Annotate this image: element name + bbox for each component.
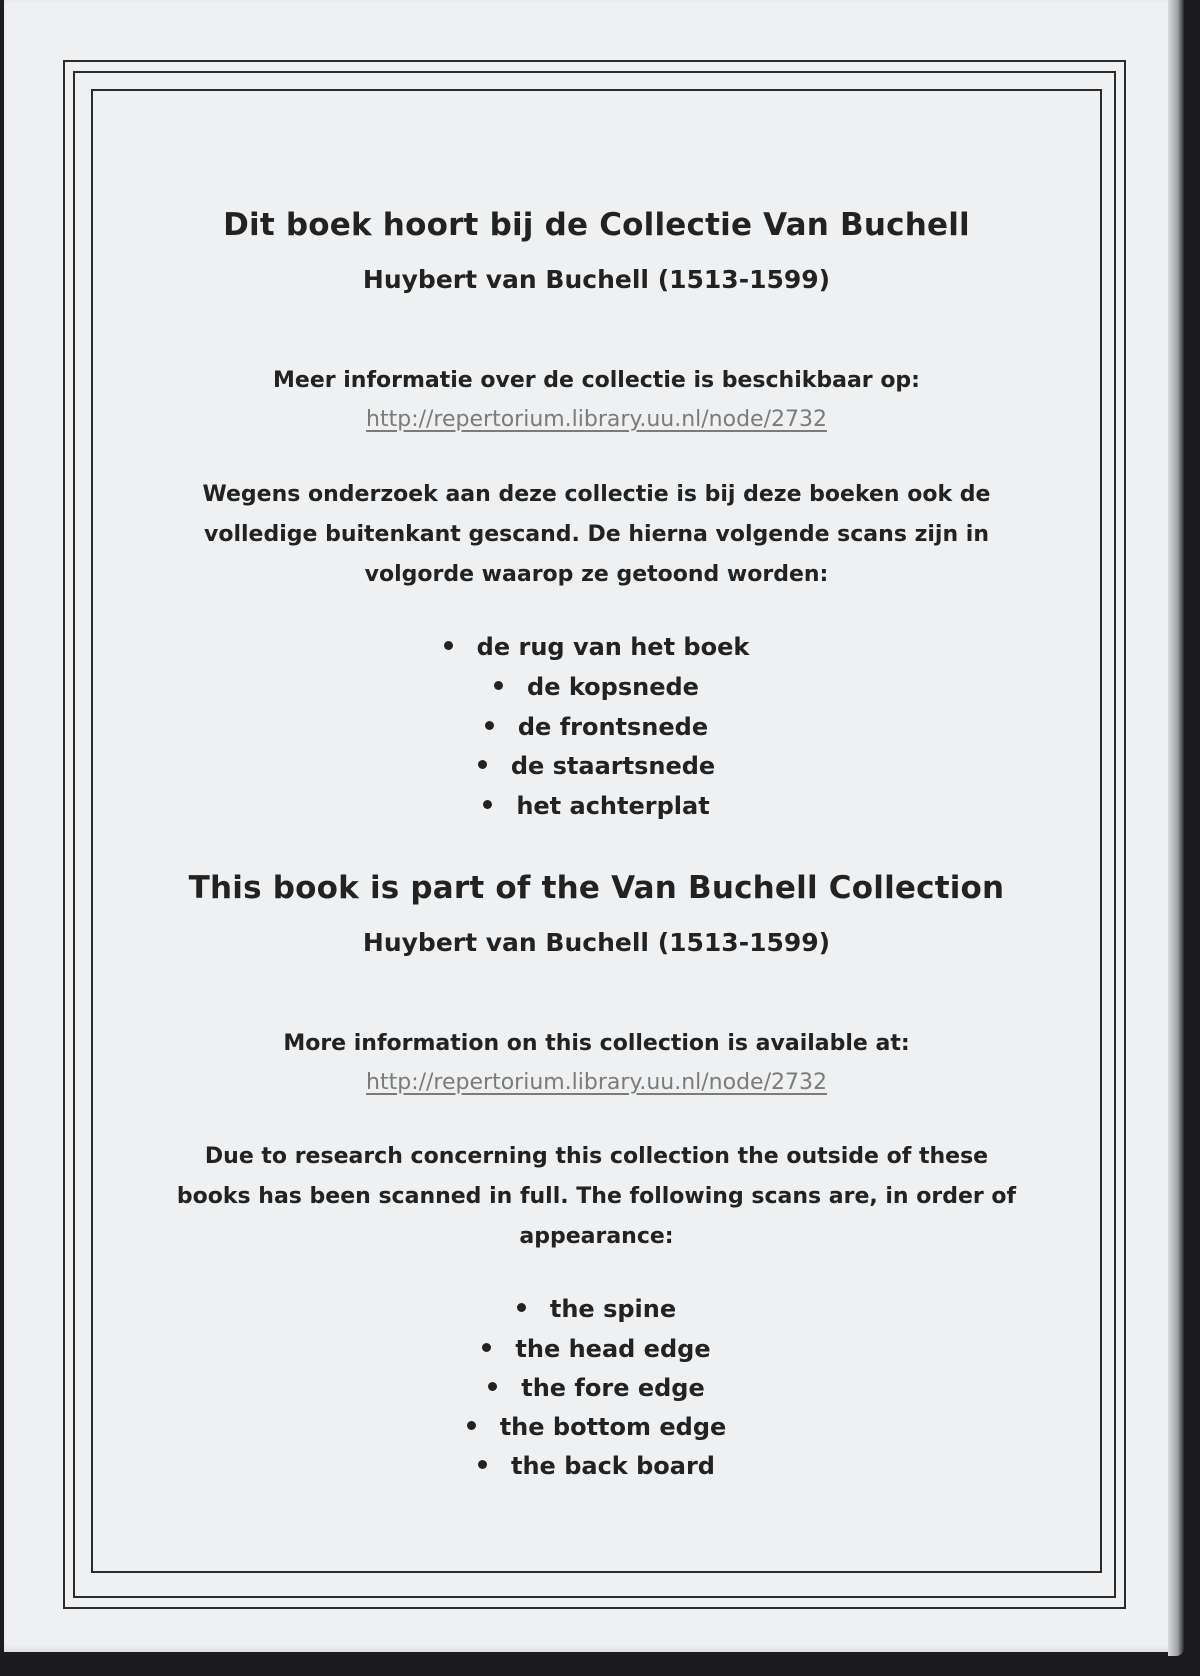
english-info-label: More information on this collection is available at: (283, 1031, 910, 1056)
dutch-collection-link[interactable]: http://repertorium.library.uu.nl/node/2732 (366, 407, 827, 432)
list-item: het achterplat (91, 792, 1102, 820)
dutch-subtitle: Huybert van Buchell (1513-1599) (362, 265, 831, 294)
bullet-icon (485, 721, 494, 730)
english-paragraph-line: appearance: (519, 1224, 674, 1249)
bullet-icon (478, 1460, 487, 1469)
dutch-title: Dit boek hoort bij de Collectie Van Buchell (223, 207, 970, 243)
list-item: de rug van het boek (91, 633, 1102, 661)
list-item: de staartsnede (91, 752, 1102, 780)
dutch-paragraph-line: Wegens onderzoek aan deze collectie is bij deze boeken ook de (202, 482, 991, 507)
english-title: This book is part of the Van Buchell Collection (188, 870, 1005, 906)
list-item: the bottom edge (91, 1413, 1102, 1441)
dutch-info-label: Meer informatie over de collectie is beschikbaar op: (273, 368, 920, 393)
english-paragraph-line: books has been scanned in full. The following scans are, in order of (176, 1184, 1017, 1209)
list-item: the back board (91, 1452, 1102, 1480)
bullet-icon (483, 800, 492, 809)
bullet-icon (444, 641, 453, 650)
list-item: the head edge (91, 1335, 1102, 1363)
list-item: de frontsnede (91, 713, 1102, 741)
bullet-icon (478, 760, 487, 769)
bullet-icon (494, 681, 503, 690)
bullet-icon (517, 1303, 526, 1312)
list-item: de kopsnede (91, 673, 1102, 701)
english-paragraph (91, 1137, 1102, 1257)
list-item: the spine (91, 1295, 1102, 1323)
bullet-icon (467, 1421, 476, 1430)
bullet-icon (482, 1343, 491, 1352)
dutch-paragraph-line: volledige buitenkant gescand. De hierna volgende scans zijn in (204, 522, 989, 547)
english-paragraph-line: Due to research concerning this collection the outside of these (204, 1144, 989, 1169)
english-collection-link[interactable]: http://repertorium.library.uu.nl/node/2732 (366, 1070, 827, 1095)
bullet-icon (488, 1382, 497, 1391)
dutch-paragraph (91, 475, 1102, 595)
english-subtitle: Huybert van Buchell (1513-1599) (362, 928, 831, 957)
paper-edge (1168, 0, 1184, 1656)
list-item: the fore edge (91, 1374, 1102, 1402)
document-content (91, 89, 1102, 1573)
dutch-paragraph-line: volgorde waarop ze getoond worden: (364, 562, 829, 587)
